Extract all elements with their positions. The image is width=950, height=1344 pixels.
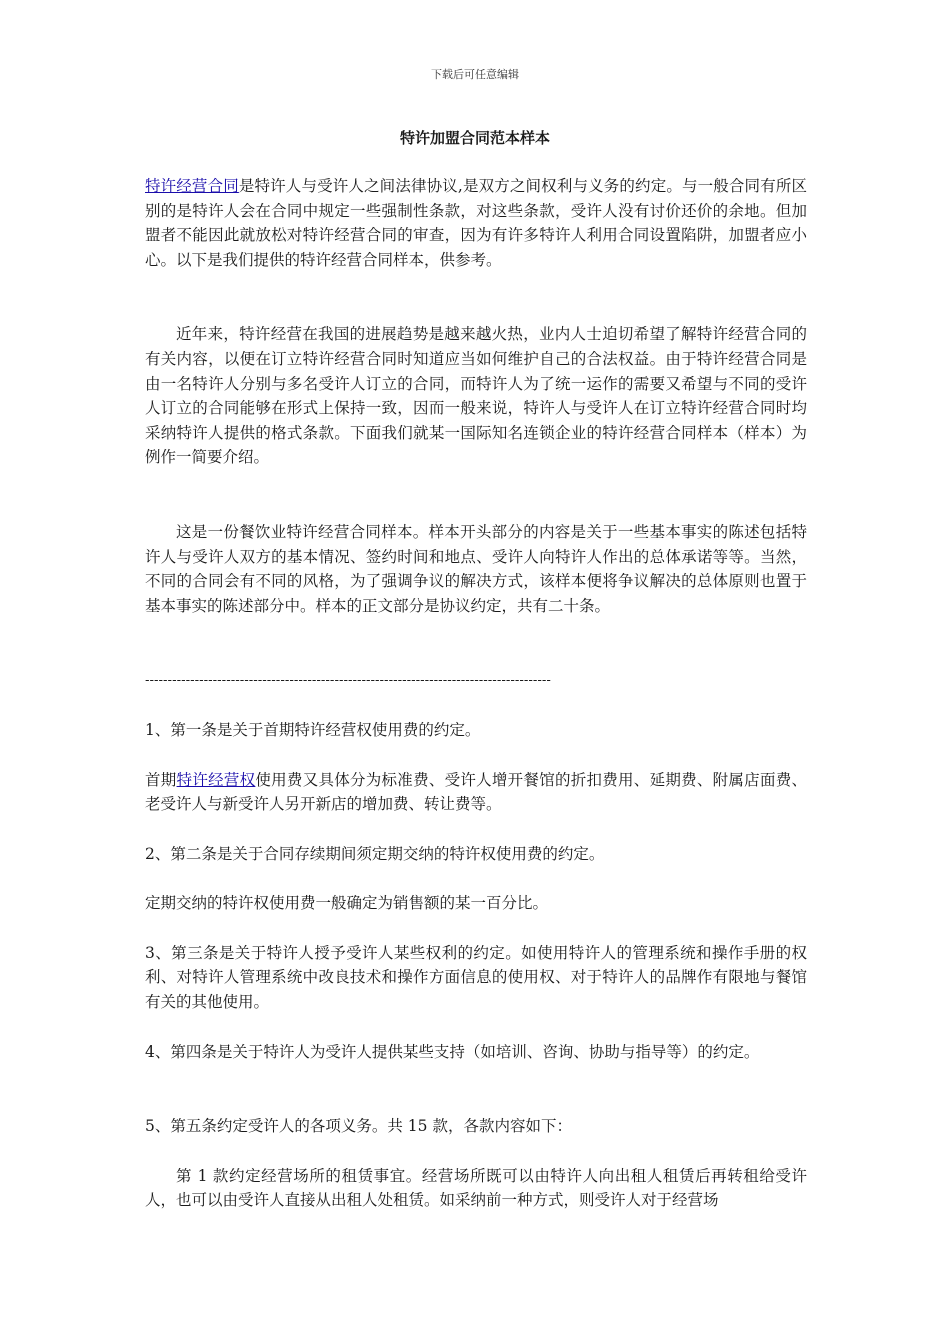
page-header: 下载后可任意编辑 xyxy=(431,68,519,81)
section-divider: ------------------------------------------------------------------------------------------ xyxy=(145,672,551,688)
article-1-post: 使用费又具体分为标准费、受许人增开餐馆的折扣费用、延期费、附属店面费、老受许人与新受许人另开新店的增加费、转让费等。 xyxy=(145,770,807,814)
article-5-item-1: 第 1 款约定经营场所的租赁事宜。经营场所既可以由特许人向出租人租赁后再转租给受许人，也可以由受许人直接从出租人处租赁。如采纳前一种方式，则受许人对于经营场 xyxy=(145,1166,807,1210)
franchise-contract-link[interactable]: 特许经营合同 xyxy=(145,177,239,195)
paragraph-trend: 近年来，特许经营在我国的进展趋势是越来越火热，业内人士迫切希望了解特许经营合同的有关内容，以便在订立特许经营合同时知道应当如何维护自己的合法权益。由于特许经营合同是由一名特许人分别与多名受许人订立的合同，而特许人为了统一运作的需要又希望与不同的受许人订立的合同能够在形式上保持一致，因而一般来说，特许人与受许人在订立特许经营合同时均采纳特许人提供的格式条款。下面我们就某一国际知名连锁企业的特许经营合同样本（样本）为例作一简要介绍。 xyxy=(145,325,807,467)
article-1-body xyxy=(145,768,807,817)
article-1-pre: 首期 xyxy=(145,770,177,789)
document-body xyxy=(145,174,807,1213)
intro-text: 是特许人与受许人之间法律协议,是双方之间权利与义务的约定。与一般合同有所区别的是特许人会在合同中规定一些强制性条款，对这些条款，受许人没有讨价还价的余地。但加盟者不能因此就放松对特许经营合同的审查，因为有许多特许人利用合同设置陷阱，加盟者应小心。以下是我们提供的特许经营合同样本，供参考。 xyxy=(145,177,807,269)
document-title: 特许加盟合同范本样本 xyxy=(399,129,550,147)
article-2-heading: 2、第二条是关于合同存续期间须定期交纳的特许权使用费的约定。 xyxy=(145,844,605,863)
paragraph-sample-intro: 这是一份餐饮业特许经营合同样本。样本开头部分的内容是关于一些基本事实的陈述包括特许人与受许人双方的基本情况、签约时间和地点、受许人向特许人作出的总体承诺等等。当然，不同的合同会有不同的风格，为了强调争议的解决方式，该样本便将争议解决的总体原则也置于基本事实的陈述部分中。样本的正文部分是协议约定，共有二十条。 xyxy=(145,522,807,615)
article-1-heading: 1、第一条是关于首期特许经营权使用费的约定。 xyxy=(145,720,481,739)
franchise-right-link[interactable]: 特许经营权 xyxy=(176,770,256,789)
intro-paragraph xyxy=(145,174,807,272)
article-5-heading: 5、第五条约定受许人的各项义务。共 15 款，各款内容如下： xyxy=(145,1117,572,1136)
article-3-heading: 3、第三条是关于特许人授予受许人某些权利的约定。如使用特许人的管理系统和操作手册的权利、对特许人管理系统中改良技术和操作方面信息的使用权、对于特许人的品牌作有限地与餐馆有关的其他使用。 xyxy=(145,943,807,1012)
article-2-body: 定期交纳的特许权使用费一般确定为销售额的某一百分比。 xyxy=(145,894,549,913)
article-4-heading: 4、第四条是关于特许人为受许人提供某些支持（如培训、咨询、协助与指导等）的约定。 xyxy=(145,1042,760,1061)
